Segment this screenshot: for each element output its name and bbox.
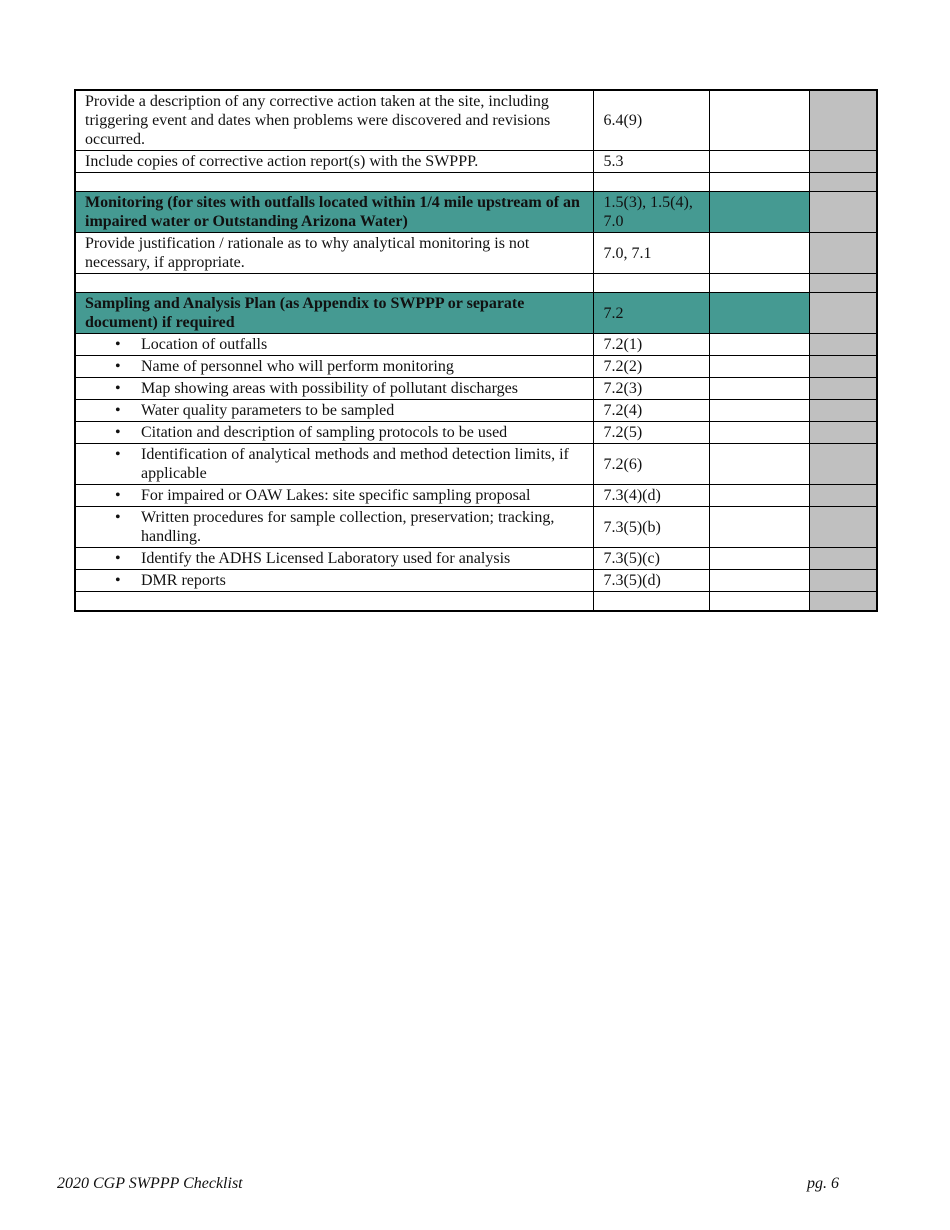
- response-cell: [709, 233, 809, 274]
- reference-cell: 7.2(5): [593, 422, 709, 444]
- description-cell: Provide justification / rationale as to why analytical monitoring is not necessary, if appropriate.: [75, 233, 593, 274]
- table-row: [75, 378, 877, 400]
- reference-cell: 5.3: [593, 151, 709, 173]
- description-cell: Sampling and Analysis Plan (as Appendix to SWPPP or separate document) if required: [75, 293, 593, 334]
- reference-cell: 7.2(2): [593, 356, 709, 378]
- response-cell: [709, 485, 809, 507]
- reference-cell: 7.3(5)(c): [593, 548, 709, 570]
- shaded-cell: [809, 592, 877, 612]
- reference-cell: 7.3(5)(b): [593, 507, 709, 548]
- shaded-cell: [809, 548, 877, 570]
- shaded-cell: [809, 378, 877, 400]
- table-row: [75, 570, 877, 592]
- response-cell: [709, 356, 809, 378]
- response-cell: [709, 90, 809, 151]
- bullet-icon: •: [115, 424, 121, 441]
- bullet-icon: •: [115, 336, 121, 353]
- reference-cell: 7.3(5)(d): [593, 570, 709, 592]
- description-cell: [75, 274, 593, 293]
- reference-cell: [593, 274, 709, 293]
- reference-cell: 7.2(6): [593, 444, 709, 485]
- description-text: Water quality parameters to be sampled: [141, 402, 395, 419]
- section-header-row: [75, 293, 877, 334]
- response-cell: [709, 400, 809, 422]
- response-cell: [709, 422, 809, 444]
- shaded-cell: [809, 356, 877, 378]
- footer-title: 2020 CGP SWPPP Checklist: [57, 1175, 243, 1192]
- shaded-cell: [809, 485, 877, 507]
- response-cell: [709, 192, 809, 233]
- table-row: [75, 334, 877, 356]
- section-header-row: [75, 192, 877, 233]
- description-cell: [75, 356, 593, 378]
- bullet-icon: •: [115, 487, 121, 504]
- description-cell: [75, 485, 593, 507]
- shaded-cell: [809, 444, 877, 485]
- shaded-cell: [809, 334, 877, 356]
- description-cell: [75, 592, 593, 612]
- table-row: [75, 548, 877, 570]
- shaded-cell: [809, 570, 877, 592]
- description-cell: [75, 400, 593, 422]
- description-cell: [75, 507, 593, 548]
- description-cell: [75, 173, 593, 192]
- bullet-icon: •: [115, 446, 121, 463]
- table-row: [75, 422, 877, 444]
- description-cell: [75, 444, 593, 485]
- bullet-icon: •: [115, 380, 121, 397]
- reference-cell: 7.3(4)(d): [593, 485, 709, 507]
- reference-cell: 7.0, 7.1: [593, 233, 709, 274]
- response-cell: [709, 592, 809, 612]
- response-cell: [709, 570, 809, 592]
- reference-cell: 7.2(1): [593, 334, 709, 356]
- shaded-cell: [809, 400, 877, 422]
- shaded-cell: [809, 192, 877, 233]
- description-text: For impaired or OAW Lakes: site specific sampling proposal: [141, 487, 531, 504]
- description-cell: [75, 570, 593, 592]
- description-cell: Monitoring (for sites with outfalls located within 1/4 mile upstream of an impaired water or Outstanding Arizona Water): [75, 192, 593, 233]
- description-text: Map showing areas with possibility of pollutant discharges: [141, 380, 518, 397]
- bullet-icon: •: [115, 358, 121, 375]
- table-row: [75, 444, 877, 485]
- description-cell: [75, 548, 593, 570]
- bullet-icon: •: [115, 402, 121, 419]
- shaded-cell: [809, 173, 877, 192]
- description-cell: [75, 378, 593, 400]
- shaded-cell: [809, 422, 877, 444]
- blank-row: [75, 173, 877, 192]
- table-row: [75, 507, 877, 548]
- description-cell: [75, 422, 593, 444]
- response-cell: [709, 378, 809, 400]
- reference-cell: [593, 173, 709, 192]
- description-text: Citation and description of sampling protocols to be used: [141, 424, 508, 441]
- shaded-cell: [809, 507, 877, 548]
- response-cell: [709, 444, 809, 485]
- response-cell: [709, 173, 809, 192]
- response-cell: [709, 293, 809, 334]
- reference-cell: 1.5(3), 1.5(4), 7.0: [593, 192, 709, 233]
- reference-cell: 6.4(9): [593, 90, 709, 151]
- table-row: [75, 356, 877, 378]
- description-cell: Include copies of corrective action report(s) with the SWPPP.: [75, 151, 593, 173]
- checklist-table: [74, 89, 878, 612]
- bullet-icon: •: [115, 572, 121, 589]
- blank-row: [75, 274, 877, 293]
- description-text: Identification of analytical methods and method detection limits, if applicable: [141, 446, 569, 482]
- shaded-cell: [809, 233, 877, 274]
- bullet-icon: •: [115, 509, 121, 526]
- description-text: DMR reports: [141, 572, 226, 589]
- response-cell: [709, 548, 809, 570]
- reference-cell: 7.2: [593, 293, 709, 334]
- response-cell: [709, 151, 809, 173]
- shaded-cell: [809, 293, 877, 334]
- blank-row: [75, 592, 877, 612]
- reference-cell: [593, 592, 709, 612]
- table-row: [75, 151, 877, 173]
- reference-cell: 7.2(3): [593, 378, 709, 400]
- description-text: Identify the ADHS Licensed Laboratory used for analysis: [141, 550, 511, 567]
- table-row: [75, 90, 877, 151]
- table-row: [75, 233, 877, 274]
- page-number: pg. 6: [807, 1175, 839, 1192]
- shaded-cell: [809, 151, 877, 173]
- shaded-cell: [809, 90, 877, 151]
- reference-cell: 7.2(4): [593, 400, 709, 422]
- description-text: Name of personnel who will perform monitoring: [141, 358, 454, 375]
- description-text: Location of outfalls: [141, 336, 268, 353]
- response-cell: [709, 507, 809, 548]
- table-row: [75, 485, 877, 507]
- description-text: Written procedures for sample collection, preservation; tracking, handling.: [141, 509, 555, 545]
- table-row: [75, 400, 877, 422]
- description-cell: Provide a description of any corrective action taken at the site, including triggering event and dates when problems were discovered and revisions occurred.: [75, 90, 593, 151]
- bullet-icon: •: [115, 550, 121, 567]
- response-cell: [709, 334, 809, 356]
- response-cell: [709, 274, 809, 293]
- description-cell: [75, 334, 593, 356]
- shaded-cell: [809, 274, 877, 293]
